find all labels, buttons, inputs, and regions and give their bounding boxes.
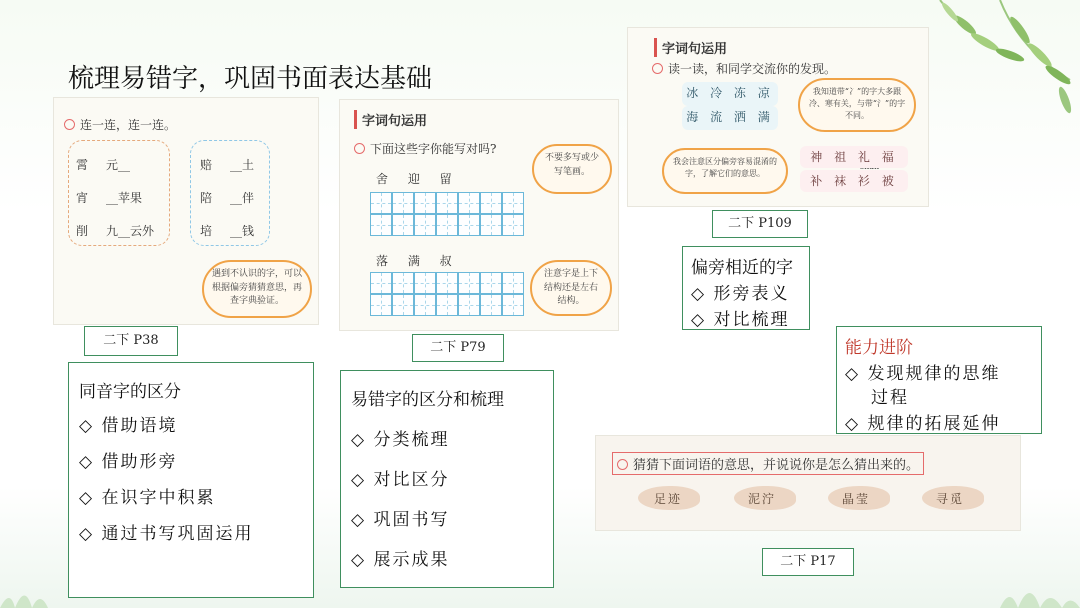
card-ability-item-2: ◇ 规律的拓展延伸	[845, 414, 1001, 434]
card-ability	[836, 326, 1042, 434]
textbook-panel-p79	[340, 100, 618, 330]
card-radical	[682, 246, 810, 330]
card-homophone-item-3: ◇ 在识字中积累	[79, 488, 216, 508]
question-circle-icon	[652, 63, 663, 74]
left-char-1: 霄	[76, 158, 89, 172]
blue-word-row-2: 海 流 洒 满	[682, 106, 778, 130]
panel2-tip-bubble-2: 注意字是上下结构还是左右结构。	[530, 260, 612, 316]
question-circle-icon	[64, 119, 75, 130]
left-word-2: __苹果	[106, 191, 143, 205]
panel3-question: 读一读，和同学交流你的发现。	[652, 60, 836, 77]
page-label-p38: 二下 P38	[84, 326, 178, 356]
left-char-3: 削	[76, 224, 89, 238]
pink-word-row-2: 补 袜 衫 被	[800, 170, 908, 192]
page-label-p17: 二下 P17	[762, 548, 854, 576]
page-label-p109: 二下 P109	[712, 210, 808, 238]
panel1-question: 连一连，连一连。	[64, 116, 176, 133]
pink-word-row-1: 神 祖 礼 福	[800, 146, 908, 168]
card-homophone-title: 同音字的区分	[79, 382, 181, 402]
left-word-1: 元__	[106, 158, 131, 172]
card-homophone-item-1: ◇ 借助语境	[79, 416, 178, 436]
card-confusable-title: 易错字的区分和梳理	[351, 390, 504, 410]
card-confusable-item-2: ◇ 对比区分	[351, 470, 450, 490]
writing-grid-2	[370, 272, 524, 294]
question-circle-icon	[354, 143, 365, 154]
writing-grid-1b	[370, 214, 524, 236]
card-homophone-item-4: ◇ 通过书写巩固运用	[79, 524, 254, 544]
left-char-2: 宵	[76, 191, 89, 205]
question-circle-icon	[617, 459, 628, 470]
writing-grid-1	[370, 192, 524, 214]
textbook-panel-p109	[628, 28, 928, 206]
right-char-1: 赔	[200, 158, 213, 172]
right-char-2: 陪	[200, 191, 213, 205]
textbook-panel-p38	[54, 98, 318, 324]
panel3-header: 字词句运用	[654, 38, 727, 57]
right-word-1: __土	[230, 158, 255, 172]
guess-word-1: 足迹	[654, 492, 683, 506]
card-confusable-item-4: ◇ 展示成果	[351, 550, 450, 570]
card-ability-title: 能力进阶	[845, 338, 913, 358]
panel2-question: 下面这些字你能写对吗?	[354, 140, 496, 157]
card-ability-item-1-cont: 过程	[871, 388, 909, 408]
card-confusable-item-3: ◇ 巩固书写	[351, 510, 450, 530]
right-char-3: 培	[200, 224, 213, 238]
panel2-header: 字词句运用	[354, 110, 427, 129]
panel3-tip-bubble-1: 我知道带“冫”的字大多跟冷、寒有关，与带“氵”的字不同。	[798, 78, 916, 132]
card-radical-title: 偏旁相近的字	[691, 258, 793, 278]
panel2-tip-bubble-1: 不要多写或少写笔画。	[532, 144, 612, 194]
guess-word-3: 晶莹	[842, 492, 871, 506]
card-homophone	[68, 362, 314, 598]
page-label-p79: 二下 P79	[412, 334, 504, 362]
left-word-3: 九__云外	[106, 224, 155, 238]
right-word-3: __钱	[230, 224, 255, 238]
page-title: 梳理易错字，巩固书面表达基础	[68, 64, 433, 94]
textbook-panel-p17	[596, 436, 1020, 530]
panel3-tip-bubble-2: 我会注意区分偏旁容易混淆的字，了解它们的意思。	[662, 148, 788, 194]
guess-word-2: 泥泞	[748, 492, 777, 506]
panel2-group1: 舍 迎 留	[376, 172, 460, 186]
card-radical-item-2: ◇ 对比梳理	[691, 310, 790, 330]
guess-word-4: 寻觅	[936, 492, 965, 506]
panel4-question: 猜猜下面词语的意思，并说说你是怎么猜出来的。	[612, 452, 924, 475]
card-homophone-item-2: ◇ 借助形旁	[79, 452, 178, 472]
writing-grid-2b	[370, 294, 524, 316]
card-confusable	[340, 370, 554, 588]
panel2-group2: 落 满 叔	[376, 254, 460, 268]
panel1-tip-bubble: 遇到不认识的字，可以根据偏旁猜猜意思，再查字典验证。	[202, 260, 312, 318]
card-confusable-item-1: ◇ 分类梳理	[351, 430, 450, 450]
blue-word-row-1: 冰 冷 冻 凉	[682, 82, 778, 106]
card-ability-item-1: ◇ 发现规律的思维	[845, 364, 1001, 384]
right-word-2: __伴	[230, 191, 255, 205]
card-radical-item-1: ◇ 形旁表义	[691, 284, 790, 304]
